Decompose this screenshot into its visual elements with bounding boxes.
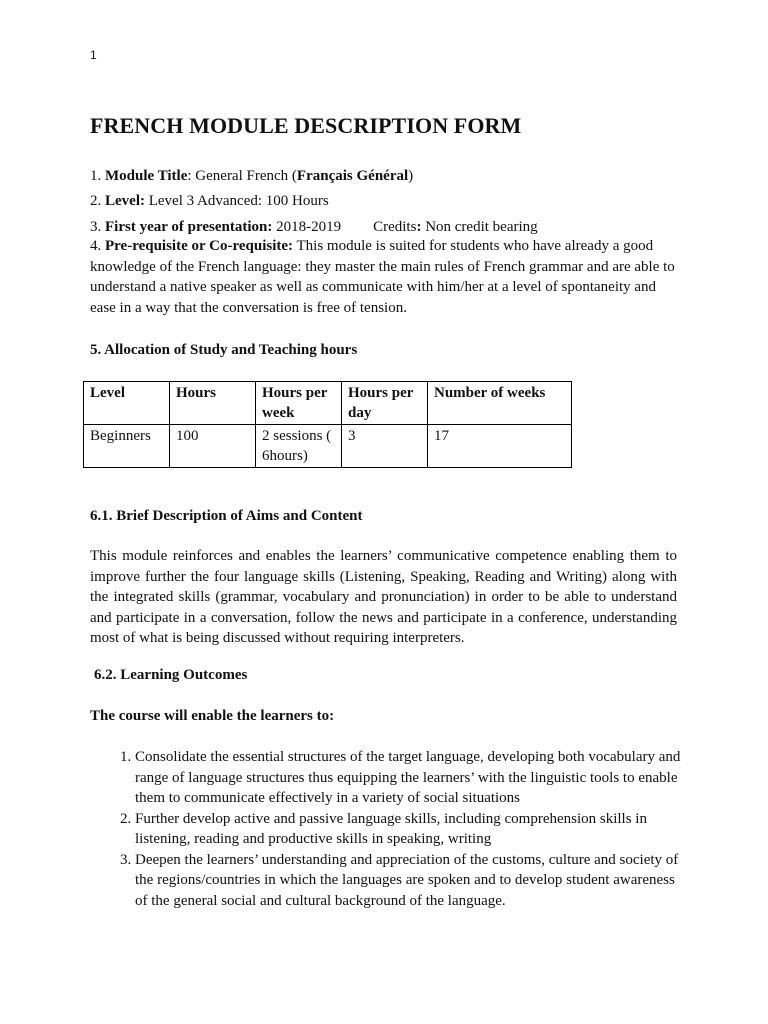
list-item: 3. Deepen the learners’ understanding and appreciation of the customs, culture and society of the regions/countries in which the languages are spoken and to develop student awareness of the general social and cultural background of the language. <box>135 850 681 912</box>
list-item: 1. Consolidate the essential structures of the target language, developing both vocabulary and range of language structures thus equipping the learners’ with the linguistic tools to enable them to communicate effectively in a variety of social situations <box>135 747 681 809</box>
table-cell: 100 <box>170 425 256 468</box>
level-value: Level 3 Advanced: 100 Hours <box>144 193 329 209</box>
table-header-row <box>84 382 572 425</box>
outcomes-intro-text: The course will enable the learners to: <box>90 708 335 724</box>
page-number: 1 <box>90 48 97 62</box>
item-number: 2. <box>90 193 105 209</box>
prerequisite-value: This module is suited for students who have already a good knowledge of the French language: they master the main rules of French grammar and are able to understand a native speaker as well as communicate with him/her at a level of spontaneity and ease in a way that the conversation is free of tension. <box>90 238 675 316</box>
table-cell: 3 <box>342 425 428 468</box>
table-header-cell: Number of weeks <box>428 382 572 425</box>
first-year-line <box>90 217 538 237</box>
credits-value: Non credit bearing <box>421 219 538 235</box>
hours-table <box>83 381 572 468</box>
table-cell: 2 sessions ( 6hours) <box>256 425 342 468</box>
module-title-value: : General French ( <box>187 168 297 184</box>
page-title: FRENCH MODULE DESCRIPTION FORM <box>90 113 522 138</box>
module-title-line <box>90 166 413 186</box>
level-line <box>90 191 329 211</box>
section-62-heading <box>94 665 247 685</box>
table-header-cell: Hours per day <box>342 382 428 425</box>
credits-colon: : <box>416 219 422 235</box>
outcomes-intro <box>90 706 334 726</box>
section-61-heading-text: 6.1. Brief Description of Aims and Content <box>90 508 363 524</box>
level-label: Level: <box>105 193 145 209</box>
item-number: 4. <box>90 238 105 254</box>
table-header-cell: Hours per week <box>256 382 342 425</box>
section-5-heading-text: 5. Allocation of Study and Teaching hours <box>90 342 358 358</box>
credits-label: Credits <box>373 219 417 235</box>
first-year-label: First year of presentation: <box>105 219 273 235</box>
module-title-close: ) <box>408 168 414 184</box>
table-cell: 17 <box>428 425 572 468</box>
first-year-value: 2018-2019 <box>272 219 342 235</box>
prerequisite-paragraph <box>90 236 680 318</box>
aims-paragraph: This module reinforces and enables the learners’ communicative competence enabling them to improve further the four language skills (Listening, Speaking, Reading and Writing) along with the integrated skills (grammar, vocabulary and pronunciation) in order to be able to understand and participate in a conversation, follow the news and participate in a conference, understanding most of what is being discussed without requiring interpreters. <box>90 548 677 646</box>
table-cell: Beginners <box>84 425 170 468</box>
table-header-cell: Level <box>84 382 170 425</box>
module-title-french: Français Général <box>296 168 409 184</box>
list-item: 2. Further develop active and passive language skills, including comprehension skills in listening, reading and productive skills in speaking, writing <box>135 809 681 850</box>
module-title-label: Module Title <box>105 168 188 184</box>
item-number: 3. <box>90 219 105 235</box>
section-61-heading <box>90 506 363 526</box>
section-62-heading-text: 6.2. Learning Outcomes <box>94 667 248 683</box>
item-number: 1. <box>90 168 105 184</box>
learning-outcomes-list <box>90 747 681 911</box>
prerequisite-label: Pre-requisite or Co-requisite: <box>105 238 294 254</box>
section-5-heading <box>90 340 357 360</box>
table-row <box>84 425 572 468</box>
table-header-cell: Hours <box>170 382 256 425</box>
